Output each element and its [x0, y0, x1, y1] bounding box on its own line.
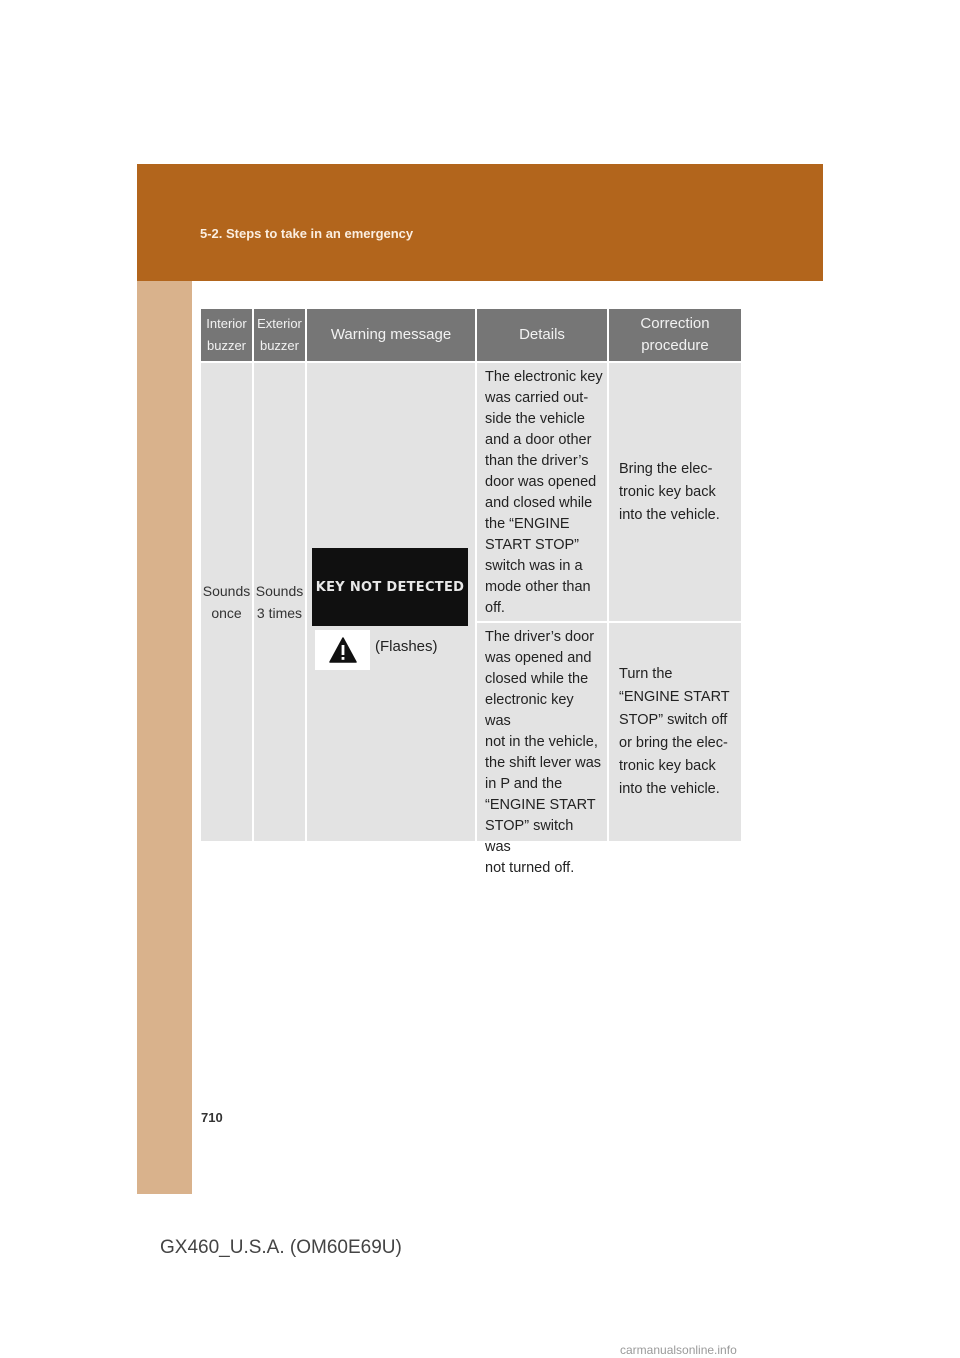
- watermark: carmanualsonline.info: [620, 1343, 737, 1357]
- details-cell-1: The electronic key was carried out- side the vehicle and a door other than the driver’s door was opened and closed while the “ENGINE START STOP” switch was in a mode other than off.: [477, 363, 607, 621]
- col-header-exterior-buzzer: Exterior buzzer: [254, 309, 305, 361]
- key-not-detected-display: [312, 548, 468, 626]
- section-title: 5-2. Steps to take in an emergency: [200, 226, 414, 241]
- flashes-label: (Flashes): [375, 638, 438, 655]
- col-header-correction: Correction procedure: [609, 309, 741, 361]
- col-header-warning-message: Warning message: [307, 309, 475, 361]
- warning-triangle-icon: [315, 630, 370, 670]
- col-header-details: Details: [477, 309, 607, 361]
- display-message: KEY NOT DETECTED: [315, 579, 465, 595]
- details-cell-2: The driver’s door was opened and closed while the electronic key was not in the vehicle, the shift lever was in P and the “ENGINE START STOP” switch was not turned off.: [477, 623, 607, 841]
- header-band: [137, 164, 823, 281]
- correction-cell-2: Turn the “ENGINE START STOP” switch off or bring the elec- tronic key back into the vehicle.: [609, 623, 741, 841]
- interior-buzzer-cell: Sounds once: [201, 363, 252, 841]
- side-strip: [137, 164, 192, 1194]
- exterior-buzzer-cell: Sounds 3 times: [254, 363, 305, 841]
- page-number: 710: [201, 1110, 223, 1125]
- correction-cell-1: Bring the elec- tronic key back into the vehicle.: [609, 363, 741, 621]
- col-header-interior-buzzer: Interior buzzer: [201, 309, 252, 361]
- footer-code: GX460_U.S.A. (OM60E69U): [160, 1237, 402, 1258]
